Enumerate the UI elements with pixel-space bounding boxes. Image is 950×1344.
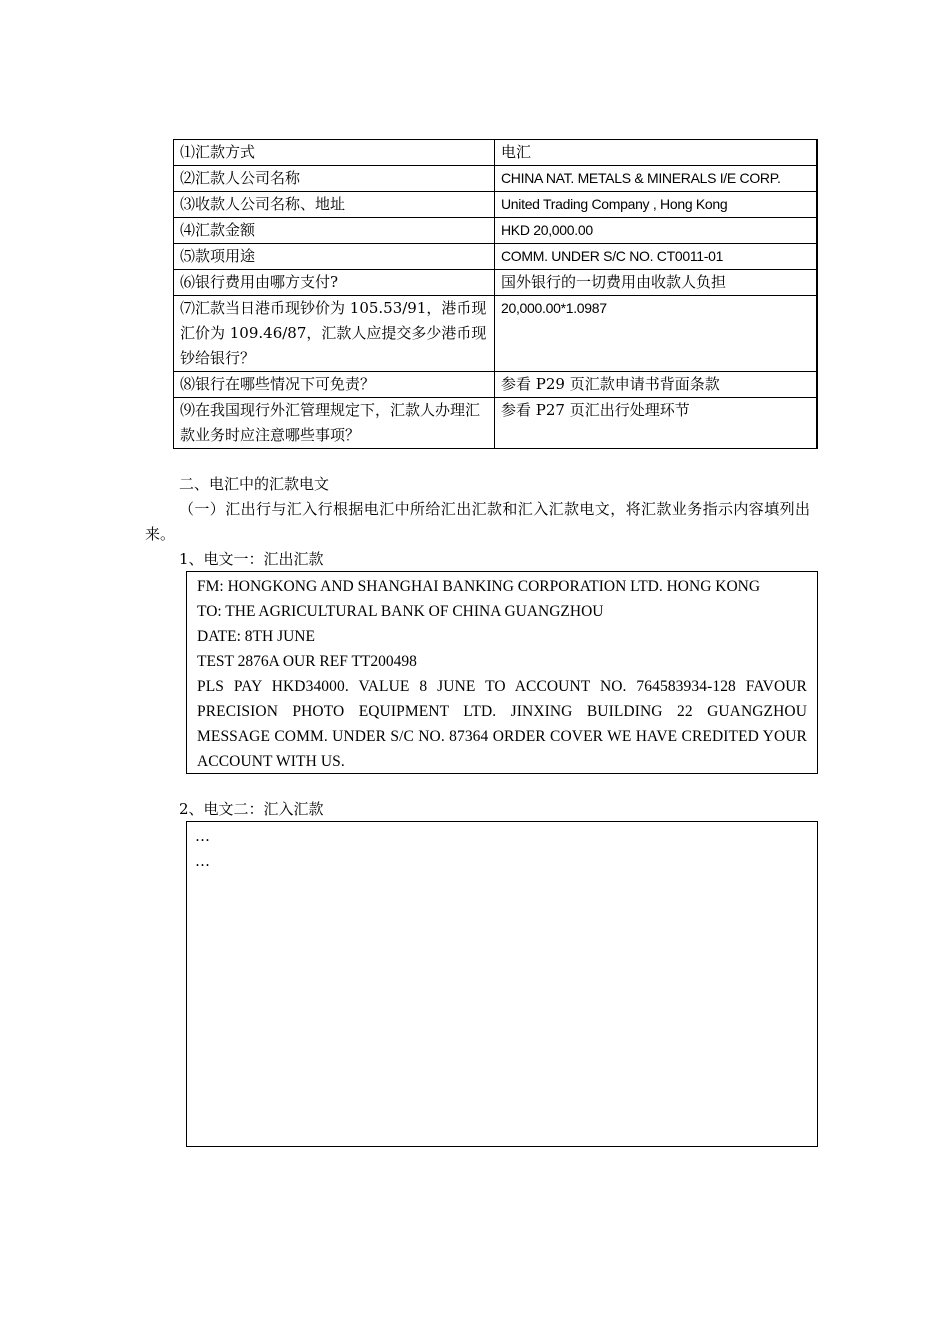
table-row — [174, 192, 818, 218]
message1-line: FM: HONGKONG AND SHANGHAI BANKING CORPORATION LTD. HONG KONG — [197, 578, 761, 595]
message2-box — [186, 821, 818, 1147]
table-row — [174, 166, 818, 192]
table-row — [174, 140, 818, 166]
answer-cell: COMM. UNDER S/C NO. CT0011-01 — [495, 244, 818, 270]
table-row — [174, 270, 818, 296]
answer-cell: 20,000.00*1.0987 — [495, 296, 818, 372]
question-cell: ⑶收款人公司名称、地址 — [174, 192, 495, 218]
answer-cell: 参看 P29 页汇款申请书背面条款 — [495, 372, 818, 398]
message2-label: 2、电文二：汇入汇款 — [179, 800, 324, 818]
message1-text — [197, 574, 807, 774]
message2-line: … — [195, 827, 210, 845]
answer-cell: 电汇 — [495, 140, 818, 166]
answer-cell: United Trading Company , Hong Kong — [495, 192, 818, 218]
table-row — [174, 296, 818, 372]
section-heading: 二、电汇中的汇款电文 — [179, 475, 330, 493]
question-cell: ⑻银行在哪些情况下可免责？ — [174, 372, 495, 398]
instruction-paragraph: （一）汇出行与汇入行根据电汇中所给汇出汇款和汇入汇款电文，将汇款业务指示内容填列出来。 — [145, 500, 810, 543]
answer-cell: 国外银行的一切费用由收款人负担 — [495, 270, 818, 296]
message1-label: 1、电文一：汇出汇款 — [179, 550, 324, 568]
table-row — [174, 218, 818, 244]
question-cell: ⑹银行费用由哪方支付? — [174, 270, 495, 296]
question-cell: ⑺汇款当日港币现钞价为 105.53/91，港币现汇价为 109.46/87，汇款人应提交多少港币现钞给银行？ — [174, 296, 495, 372]
question-cell: ⑴汇款方式 — [174, 140, 495, 166]
answer-cell: CHINA NAT. METALS & MINERALS I/E CORP. — [495, 166, 818, 192]
message1-line: TO: THE AGRICULTURAL BANK OF CHINA GUANGZHOU — [197, 603, 604, 620]
message1-line: TEST 2876A OUR REF TT200498 — [197, 653, 417, 670]
question-cell: ⑷汇款金额 — [174, 218, 495, 244]
question-cell: ⑸款项用途 — [174, 244, 495, 270]
message1-body: PLS PAY HKD34000. VALUE 8 JUNE TO ACCOUNT NO. 764583934-128 FAVOUR PRECISION PHOTO EQUIPMENT LTD. JINXING BUILDING 22 GUANGZHOU MESSAGE COMM. UNDER S/C NO. 87364 ORDER COVER WE HAVE CREDITED YOUR ACCOUNT WITH US. — [197, 678, 807, 770]
answer-cell: 参看 P27 页汇出行处理环节 — [495, 398, 818, 449]
table-row — [174, 372, 818, 398]
message2-text — [195, 824, 809, 874]
table-row — [174, 244, 818, 270]
question-cell: ⑼在我国现行外汇管理规定下，汇款人办理汇款业务时应注意哪些事项？ — [174, 398, 495, 449]
table-row — [174, 398, 818, 449]
message1-box — [186, 571, 818, 774]
question-cell: ⑵汇款人公司名称 — [174, 166, 495, 192]
message2-line: … — [195, 852, 210, 870]
remittance-qa-table — [173, 139, 818, 449]
message1-line: DATE: 8TH JUNE — [197, 628, 315, 645]
answer-cell: HKD 20,000.00 — [495, 218, 818, 244]
